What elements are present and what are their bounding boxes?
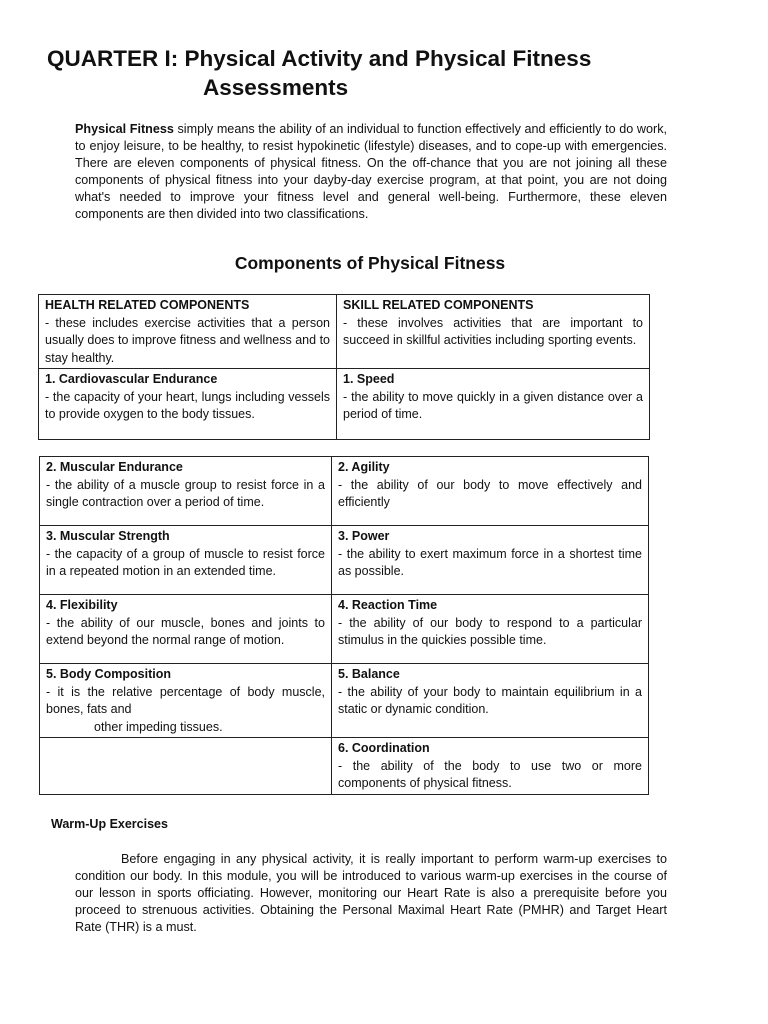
component-title: 4. Flexibility [46,598,118,612]
skill-component-cell [337,369,650,440]
skill-header-desc: - these involves activities that are important to succeed in skillful activities including sporting events. [343,315,643,347]
health-component-cell [40,664,332,738]
empty-cell [40,738,332,795]
health-header-title: HEALTH RELATED COMPONENTS [45,298,250,312]
component-desc: - the ability to exert maximum force in a shortest time as possible. [338,546,642,578]
table-row [39,295,650,369]
health-component-cell [40,457,332,526]
health-header-desc: - these includes exercise activities that a person usually does to improve fitness and wellness and to stay healthy. [45,315,330,365]
component-title: 5. Body Composition [46,667,171,681]
warmup-paragraph [75,851,667,936]
skill-component-cell [332,738,649,795]
table-row [40,738,649,795]
health-component-cell [39,369,337,440]
components-table-1 [38,294,650,440]
skill-component-cell [332,526,649,595]
title-line-2: Assessments [203,75,349,100]
component-title: 5. Balance [338,667,400,681]
table-row [39,369,650,440]
skill-header-cell [337,295,650,369]
component-desc: - the ability of our body to respond to a particular stimulus in the quickies possible time. [338,615,642,647]
component-title: 3. Power [338,529,390,543]
intro-paragraph [75,121,667,222]
component-title: 1. Cardiovascular Endurance [45,372,218,386]
component-title: 1. Speed [343,372,395,386]
components-heading: Components of Physical Fitness [234,253,506,273]
health-component-cell [40,526,332,595]
component-title: 6. Coordination [338,741,430,755]
component-desc: - it is the relative percentage of body muscle, bones, fats and [46,684,325,716]
intro-text: simply means the ability of an individual to function effectively and efficiently to do work, to enjoy leisure, to be healthy, to resist hypokinetic (lifestyle) diseases, and to cope-up with emergencies. There are eleven components of physical fitness. On the off-chance that you are not joining all these components of physical fitness into your dayby-day exercise program, at that point, you are not doing what's needed to improve your fitness level and general well-being. Furthermore, these eleven components are then divided into two classifications. [75,122,667,221]
component-desc: - the capacity of a group of muscle to resist force in a repeated motion in an extended time. [46,546,325,578]
skill-component-cell [332,595,649,664]
skill-header-title: SKILL RELATED COMPONENTS [343,298,534,312]
component-desc: - the ability of the body to use two or more components of physical fitness. [338,758,642,790]
skill-component-cell [332,457,649,526]
component-desc: - the ability of your body to maintain equilibrium in a static or dynamic condition. [338,684,642,716]
table-row [40,457,649,526]
warmup-text: Before engaging in any physical activity, it is really important to perform warm-up exercises to condition our body. In this module, you will be introduced to various warm-up exercises in the course of our lesson in sports officiating. However, monitoring our Heart Rate is also a prerequisite before you proceed to strenuous activities. Obtaining the Personal Maximal Heart Rate (PMHR) and Target Heart Rate (THR) is a must. [75,852,667,934]
warmup-heading: Warm-Up Exercises [51,817,168,831]
component-title: 3. Muscular Strength [46,529,170,543]
component-title: 2. Muscular Endurance [46,460,183,474]
skill-component-cell [332,664,649,738]
component-desc: - the ability of our body to move effectively and efficiently [338,477,642,509]
health-header-cell [39,295,337,369]
table-row [40,595,649,664]
component-desc: - the ability to move quickly in a given distance over a period of time. [343,389,643,421]
title-line-1: QUARTER I: Physical Activity and Physical Fitness [47,46,592,71]
intro-term: Physical Fitness [75,122,174,136]
components-table-2 [39,456,649,795]
component-desc: - the ability of our muscle, bones and joints to extend beyond the normal range of motion. [46,615,325,647]
component-title: 4. Reaction Time [338,598,438,612]
component-desc: - the capacity of your heart, lungs including vessels to provide oxygen to the body tissues. [45,389,330,421]
component-title: 2. Agility [338,460,390,474]
component-desc: - the ability of a muscle group to resist force in a single contraction over a period of time. [46,477,325,509]
health-component-cell [40,595,332,664]
component-desc-tail: other impeding tissues. [94,719,223,734]
table-row [40,664,649,738]
table-row [40,526,649,595]
page-title [47,44,747,102]
